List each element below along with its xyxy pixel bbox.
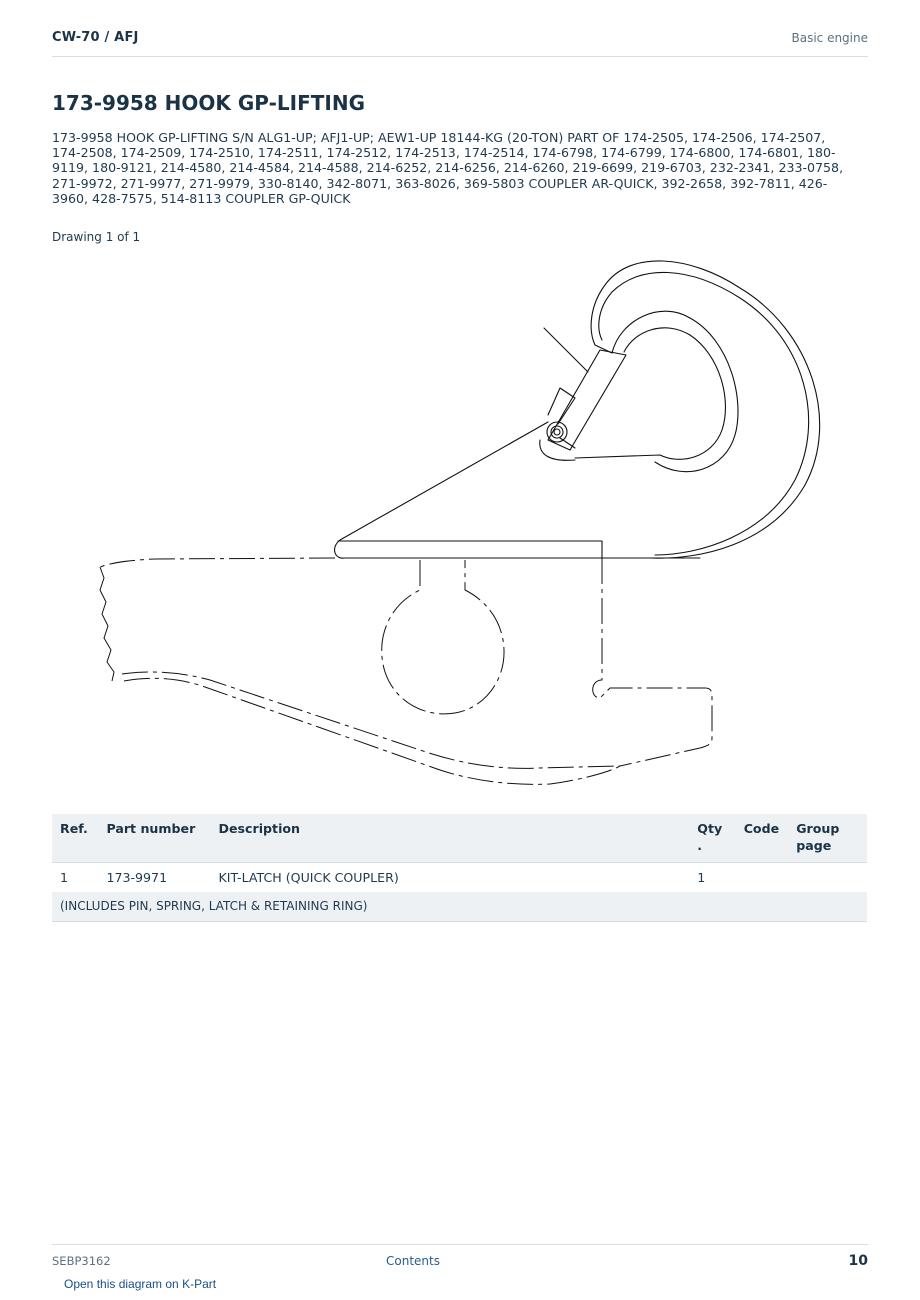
col-part-number-header: Part number xyxy=(98,814,210,863)
open-in-kpart-link[interactable]: Open this diagram on K-Part xyxy=(64,1277,217,1291)
part-group-page xyxy=(788,863,867,893)
section-label: Basic engine xyxy=(791,31,868,45)
contents-link[interactable]: Contents xyxy=(386,1254,440,1268)
page-number: 10 xyxy=(848,1253,868,1269)
col-group-page-header: Group page xyxy=(788,814,867,863)
hook-outer-edge xyxy=(591,261,820,558)
coupler-bottom-edge xyxy=(122,672,620,768)
part-description: 173-9958 HOOK GP-LIFTING S/N ALG1-UP; AFJ1-UP; AEW1-UP 18144-KG (20-TON) PART OF 174-2505, 174-2506, 174-2507, 174-2508, 174-2509, 174-2510, 174-2511, 174-2512, 174-2513, 174-2514, 174-6798, 174-6799, 174-6800, 174-6801, 180-9119, 180-9121, 214-4580, 214-4584, 214-4588, 214-6252, 214-6256, 214-6260, 219-6699, 219-6703, 232-2341, 233-0758, 271-9972, 271-9977, 271-9979, 330-8140, 342-8071, 363-8026, 369-5803 COUPLER AR-QUICK, 392-2658, 392-7811, 426-3960, 428-7575, 514-8113 COUPLER GP-QUICK xyxy=(52,130,844,206)
part-ref: 1 xyxy=(60,870,69,885)
part-qty: 1 xyxy=(697,870,706,885)
part-number[interactable]: 173-9971 xyxy=(106,870,168,885)
page-header xyxy=(52,28,868,57)
part-note: (INCLUDES PIN, SPRING, LATCH & RETAINING RING) xyxy=(52,892,867,922)
coupler-socket xyxy=(382,560,504,714)
latch-spring xyxy=(548,388,575,424)
table-row xyxy=(52,863,867,893)
coupler-bottom-edge-2 xyxy=(124,678,620,784)
latch-pin-inner xyxy=(554,429,560,435)
parts-table-header xyxy=(52,814,867,863)
col-qty-header: Qty . xyxy=(689,814,735,863)
hook-inner-loop xyxy=(612,311,738,471)
page-footer xyxy=(52,1244,868,1275)
hook-inner-loop-2 xyxy=(575,328,725,459)
parts-table xyxy=(52,814,867,922)
col-ref-header: Ref. xyxy=(52,814,98,863)
part-description-cell: KIT-LATCH (QUICK COUPLER) xyxy=(218,870,399,885)
coupler-ragged-edge xyxy=(100,567,114,681)
document-id: SEBP3162 xyxy=(52,1254,111,1268)
coupler-right-edge xyxy=(593,558,712,766)
model-label: CW-70 / AFJ xyxy=(52,30,139,45)
part-code xyxy=(736,863,789,893)
table-row-note xyxy=(52,892,867,922)
latch-pointer xyxy=(544,328,588,372)
page-title: 173-9958 HOOK GP-LIFTING xyxy=(52,91,365,115)
drawing-label: Drawing 1 of 1 xyxy=(52,230,141,244)
latch-arm xyxy=(548,350,626,450)
col-description-header: Description xyxy=(211,814,690,863)
col-code-header: Code xyxy=(736,814,789,863)
coupler-top-edge xyxy=(100,558,335,567)
hook-gusset xyxy=(335,422,548,558)
hook-outer-edge-2 xyxy=(599,272,809,555)
hook-lifting-drawing xyxy=(90,255,830,795)
